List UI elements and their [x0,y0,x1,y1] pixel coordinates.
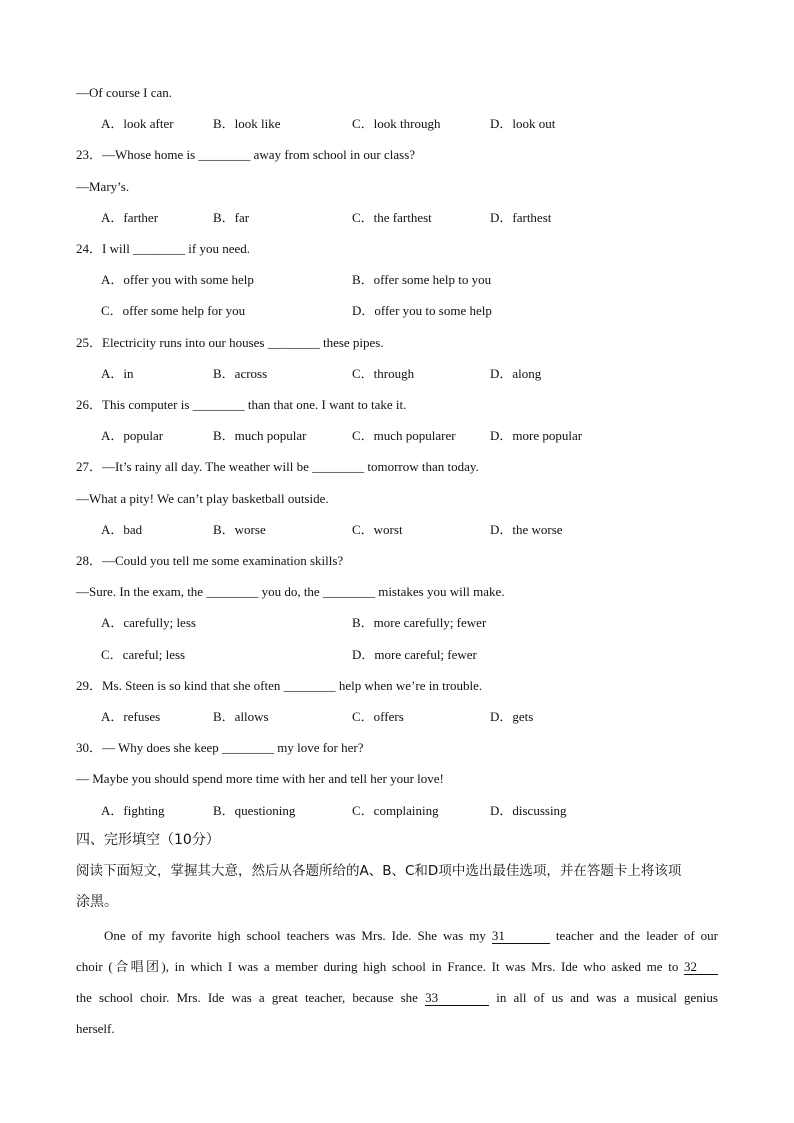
question-line: —Sure. In the exam, the ________ you do, the ________ mistakes you will make. [76,584,505,599]
blank-33: 33 [425,991,489,1006]
answer-option: B．more carefully; fewer [352,615,487,630]
blank-31: 31 [492,929,550,944]
answer-option: B．across [213,366,268,381]
passage-text: the school choir. Mrs. Ide was a great teacher, because she [76,990,418,1005]
section-title: 四、完形填空（10分） [76,832,220,848]
answer-option: D．along [490,366,542,381]
question-line: — Maybe you should spend more time with her and tell her your love! [76,771,444,786]
answer-option: D．gets [490,709,534,724]
answer-option: D．more popular [490,428,583,443]
answer-option: B．questioning [213,803,296,818]
answer-option: D．farthest [490,210,552,225]
answer-option: A．bad [101,522,143,537]
passage-text: in all of us and was a musical genius [496,990,718,1005]
answer-option: C．worst [352,522,403,537]
question-line: 28．—Could you tell me some examination skills? [76,553,344,568]
answer-option: D．more careful; fewer [352,647,477,662]
answer-option: A．popular [101,428,164,443]
passage-line-3 [76,990,718,1006]
question-line: 27．—It’s rainy all day. The weather will be ________ tomorrow than today. [76,459,479,474]
answer-option: D．offer you to some help [352,303,492,318]
question-line: 29．Ms. Steen is so kind that she often ________ help when we’re in trouble. [76,678,483,693]
answer-option: B．much popular [213,428,307,443]
passage-line-2 [76,959,718,975]
answer-option: D．look out [490,116,556,131]
question-line: 25．Electricity runs into our houses ________ these pipes. [76,335,384,350]
answer-option: B．worse [213,522,266,537]
answer-option: C．careful; less [101,647,186,662]
answer-option: A．farther [101,210,159,225]
question-line: 24．I will ________ if you need. [76,241,251,256]
answer-option: A．in [101,366,134,381]
answer-option: C．look through [352,116,441,131]
passage-text: One of my favorite high school teachers was Mrs. Ide. She was my [104,928,486,943]
answer-option: C．much popularer [352,428,456,443]
answer-option: B．far [213,210,250,225]
answer-option: A．refuses [101,709,161,724]
answer-option: B．allows [213,709,269,724]
question-line: 26．This computer is ________ than that one. I want to take it. [76,397,407,412]
answer-option: A．look after [101,116,174,131]
answer-option: A．offer you with some help [101,272,254,287]
answer-option: C．through [352,366,415,381]
question-line: —Mary’s. [76,179,130,194]
answer-option: B．offer some help to you [352,272,492,287]
question-line: —What a pity! We can’t play basketball outside. [76,491,329,506]
blank-32: 32 [684,960,718,975]
answer-option: B．look like [213,116,281,131]
answer-option: A．fighting [101,803,165,818]
answer-option: C．complaining [352,803,439,818]
answer-option: C．offer some help for you [101,303,246,318]
instruction-line-1: 阅读下面短文，掌握其大意，然后从各题所给的A、B、C和D项中选出最佳选项，并在答题卡上将该项 [76,863,682,879]
answer-option: D．discussing [490,803,567,818]
question-line: —Of course I can. [76,85,173,100]
answer-option: C．offers [352,709,404,724]
answer-option: A．carefully; less [101,615,196,630]
passage-line-4: herself. [76,1021,115,1036]
passage-line-1 [76,928,718,944]
answer-option: D．the worse [490,522,563,537]
passage-text: choir (合唱团), in which I was a member during high school in France. It was Mrs. Ide who asked me to [76,959,679,974]
passage-text: teacher and the leader of our [555,928,719,943]
answer-option: C．the farthest [352,210,432,225]
question-line: 23．—Whose home is ________ away from school in our class? [76,147,416,162]
instruction-line-2: 涂黑。 [76,894,118,910]
question-line: 30．— Why does she keep ________ my love for her? [76,740,364,755]
